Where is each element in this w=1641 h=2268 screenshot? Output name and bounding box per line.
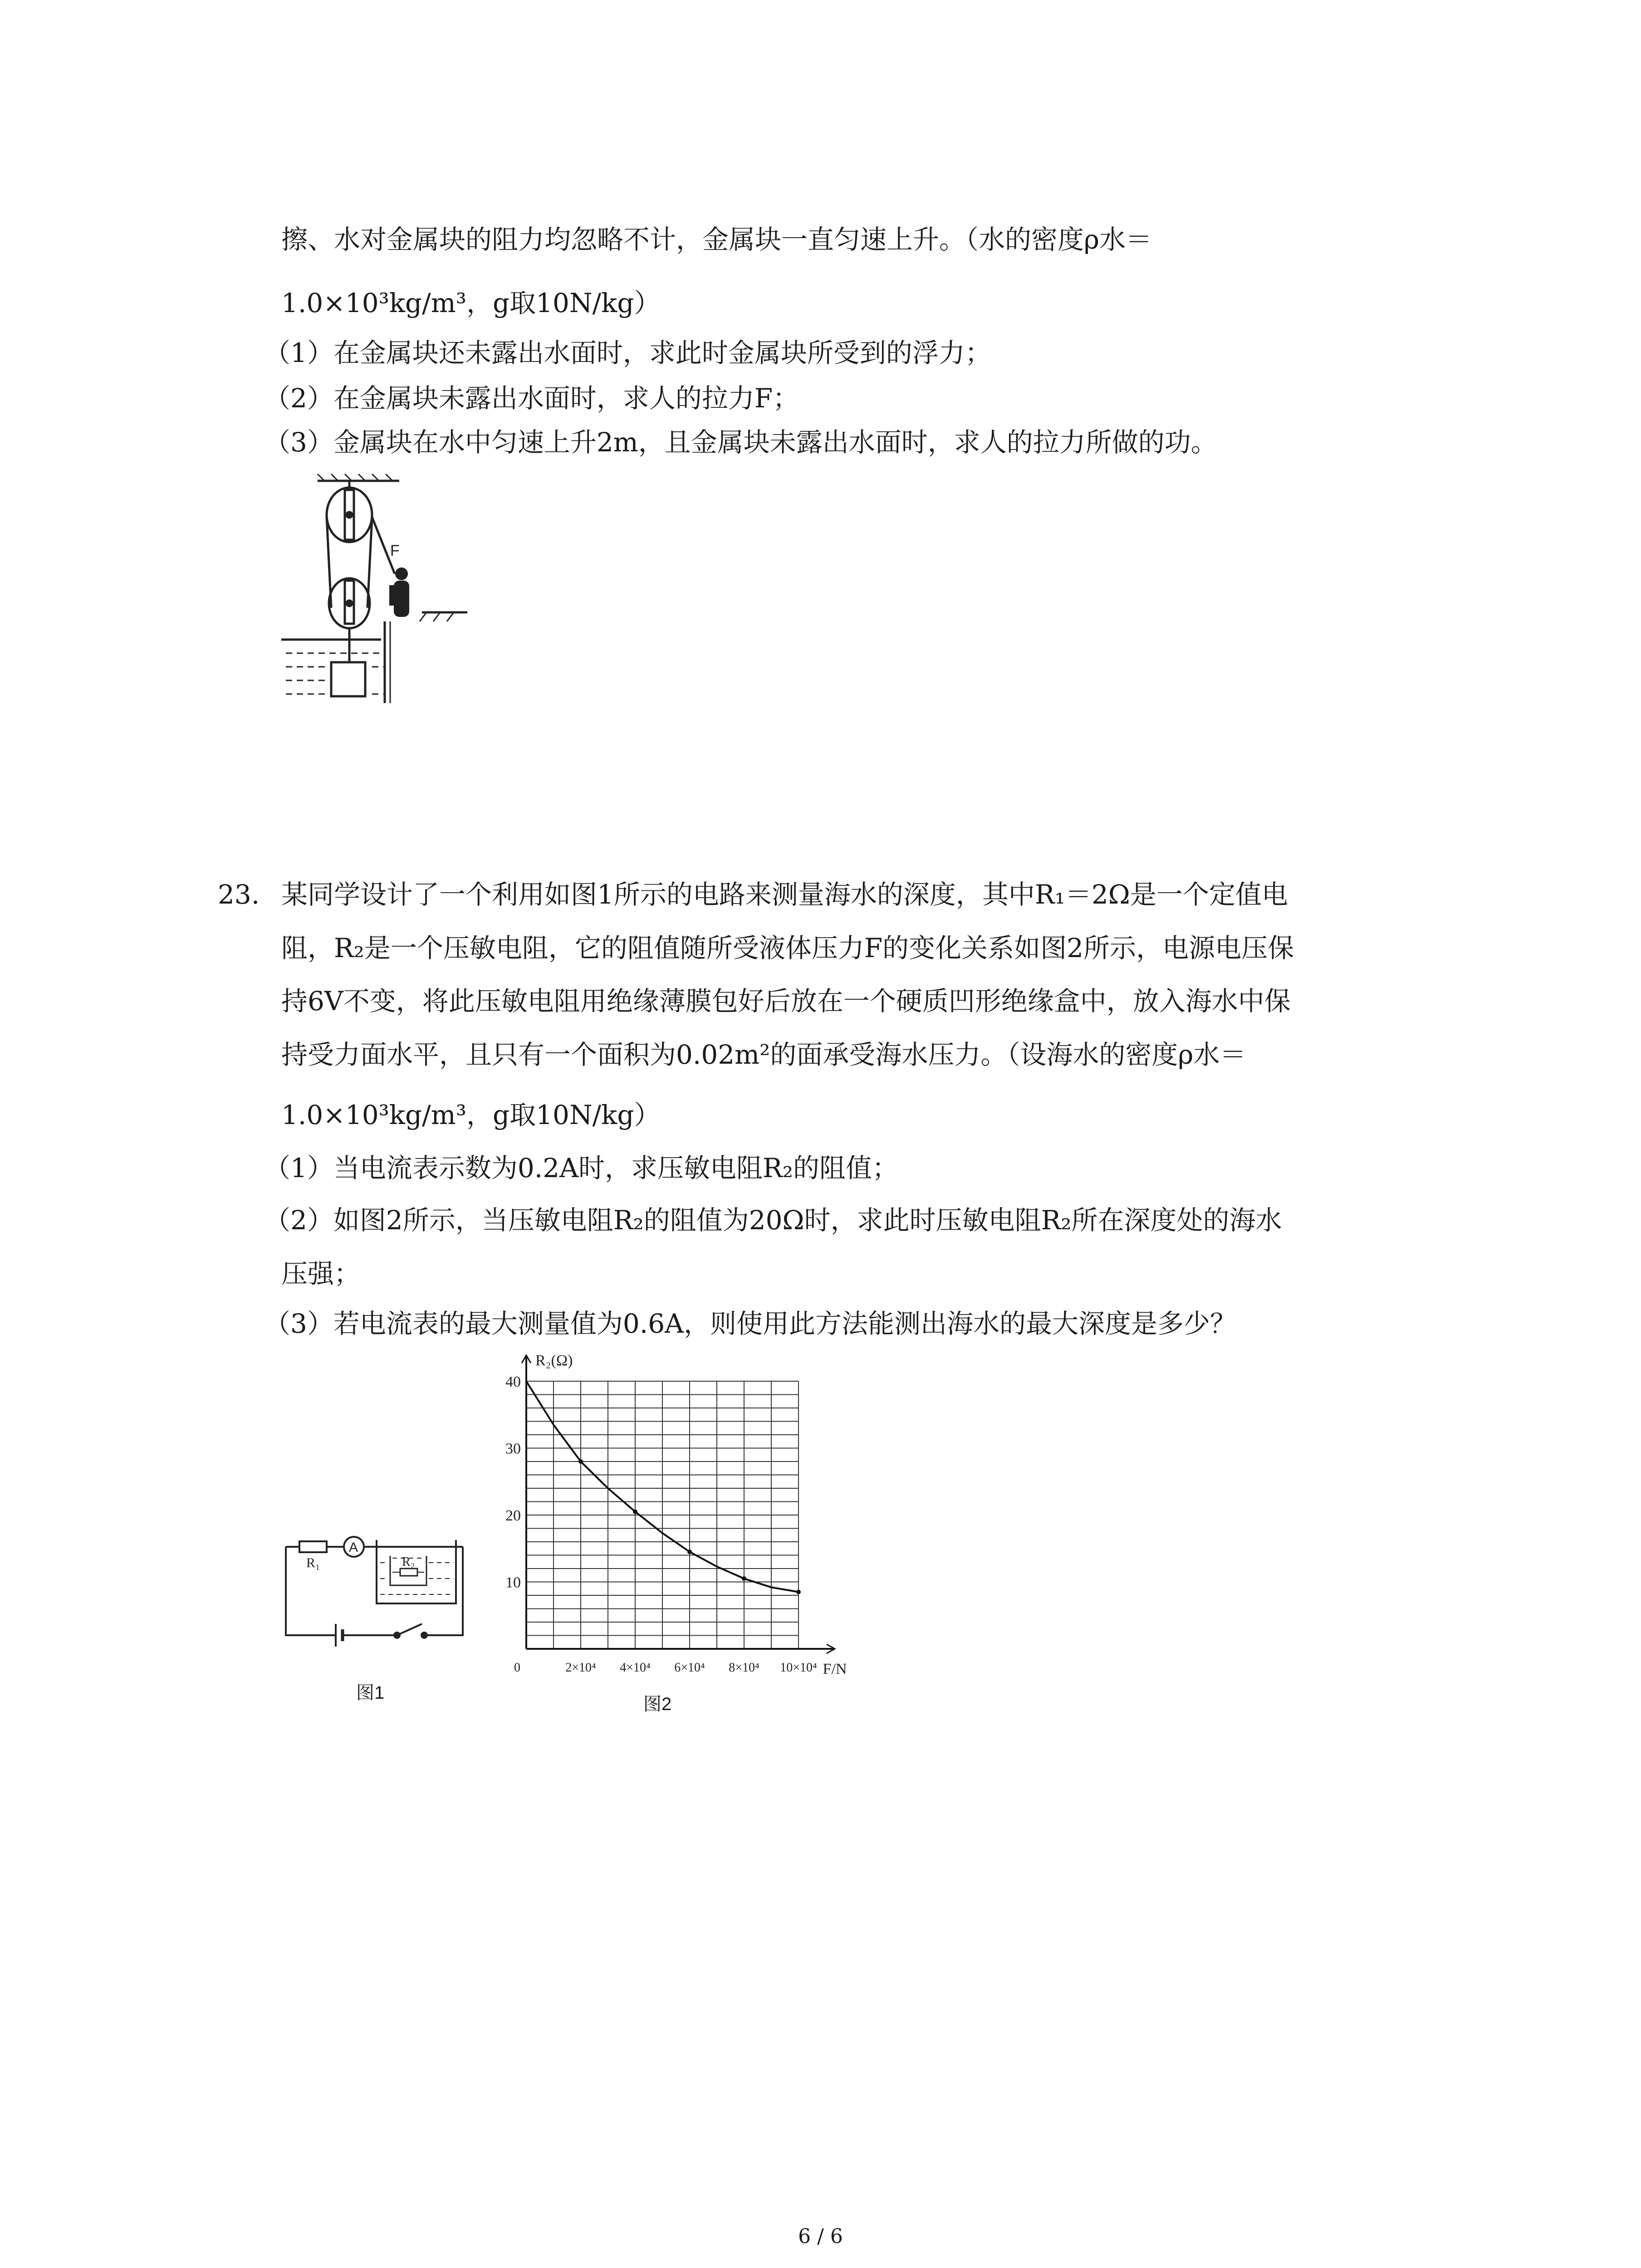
data-point [742, 1576, 746, 1581]
data-point [687, 1549, 692, 1554]
ammeter-label: A [349, 1540, 358, 1555]
data-point [796, 1590, 801, 1594]
x-tick-label: 6×10⁴ [674, 1661, 705, 1675]
q22-subquestion-1: （1）在金属块还未露出水面时，求此时金属块所受到的浮力； [264, 337, 991, 368]
q23-subquestion-3: （3）若电流表的最大测量值为0.6A，则使用此方法能测出海水的最大深度是多少？ [264, 1308, 1237, 1339]
y-axis-label: R₂(Ω) [535, 1352, 573, 1369]
resistance-force-chart [485, 1338, 876, 1692]
r2-label: R₂ [402, 1555, 415, 1569]
x-axis-label: F/N [823, 1661, 847, 1677]
r1-label: R₁ [306, 1555, 320, 1570]
q23-subquestion-2a: （2）如图2所示，当压敏电阻R₂的阻值为20Ω时，求此时压敏电阻R₂所在深度处的海水 [264, 1205, 1282, 1236]
circuit-diagram [277, 1510, 476, 1660]
y-tick-label: 10 [505, 1574, 521, 1591]
q23-subquestion-1: （1）当电流表示数为0.2A时，求压敏电阻R₂的阻值； [264, 1153, 898, 1183]
data-point [633, 1510, 637, 1514]
x-tick-label: 2×10⁴ [565, 1661, 596, 1675]
q22-subquestion-3: （3）金属块在水中匀速上升2m，且金属块未露出水面时，求人的拉力所做的功。 [264, 427, 1217, 458]
x-tick-label: 10×10⁴ [780, 1661, 817, 1675]
x-tick-label: 4×10⁴ [620, 1661, 651, 1675]
y-tick-label: 40 [505, 1374, 521, 1390]
q22-text-line-1: 擦、水对金属块的阻力均忽略不计，金属块一直匀速上升。（水的密度ρ水＝ [281, 224, 1152, 255]
x-tick-label: 8×10⁴ [729, 1661, 759, 1675]
y-tick-label: 20 [505, 1507, 521, 1524]
data-point [578, 1459, 583, 1464]
x-tick-label: 0 [514, 1661, 520, 1675]
figure-2-caption: 图2 [643, 1694, 672, 1714]
pulley-diagram [281, 472, 490, 712]
force-label: F [390, 542, 400, 559]
figure-1-caption: 图1 [356, 1683, 385, 1703]
q22-text-line-2: 1.0×10³kg/m³，g取10N/kg） [281, 288, 661, 318]
q23-text-line-2: 阻，R₂是一个压敏电阻，它的阻值随所受液体压力F的变化关系如图2所示，电源电压保 [281, 933, 1294, 963]
q23-number: 23. [218, 879, 260, 910]
q23-text-line-4: 持受力面水平，且只有一个面积为0.02m²的面承受海水压力。（设海水的密度ρ水＝ [281, 1039, 1246, 1070]
q22-subquestion-2: （2）在金属块未露出水面时，求人的拉力F； [264, 383, 799, 414]
q23-subquestion-2b: 压强； [281, 1258, 361, 1289]
q23-text-line-5: 1.0×10³kg/m³，g取10N/kg） [281, 1100, 661, 1130]
q23-text-line-3: 持6V不变，将此压敏电阻用绝缘薄膜包好后放在一个硬质凹形绝缘盒中，放入海水中保 [281, 986, 1291, 1017]
page-number: 6 / 6 [798, 2225, 843, 2248]
y-tick-label: 30 [505, 1440, 521, 1457]
q23-text-line-1: 某同学设计了一个利用如图1所示的电路来测量海水的深度，其中R₁＝2Ω是一个定值电 [281, 879, 1288, 910]
